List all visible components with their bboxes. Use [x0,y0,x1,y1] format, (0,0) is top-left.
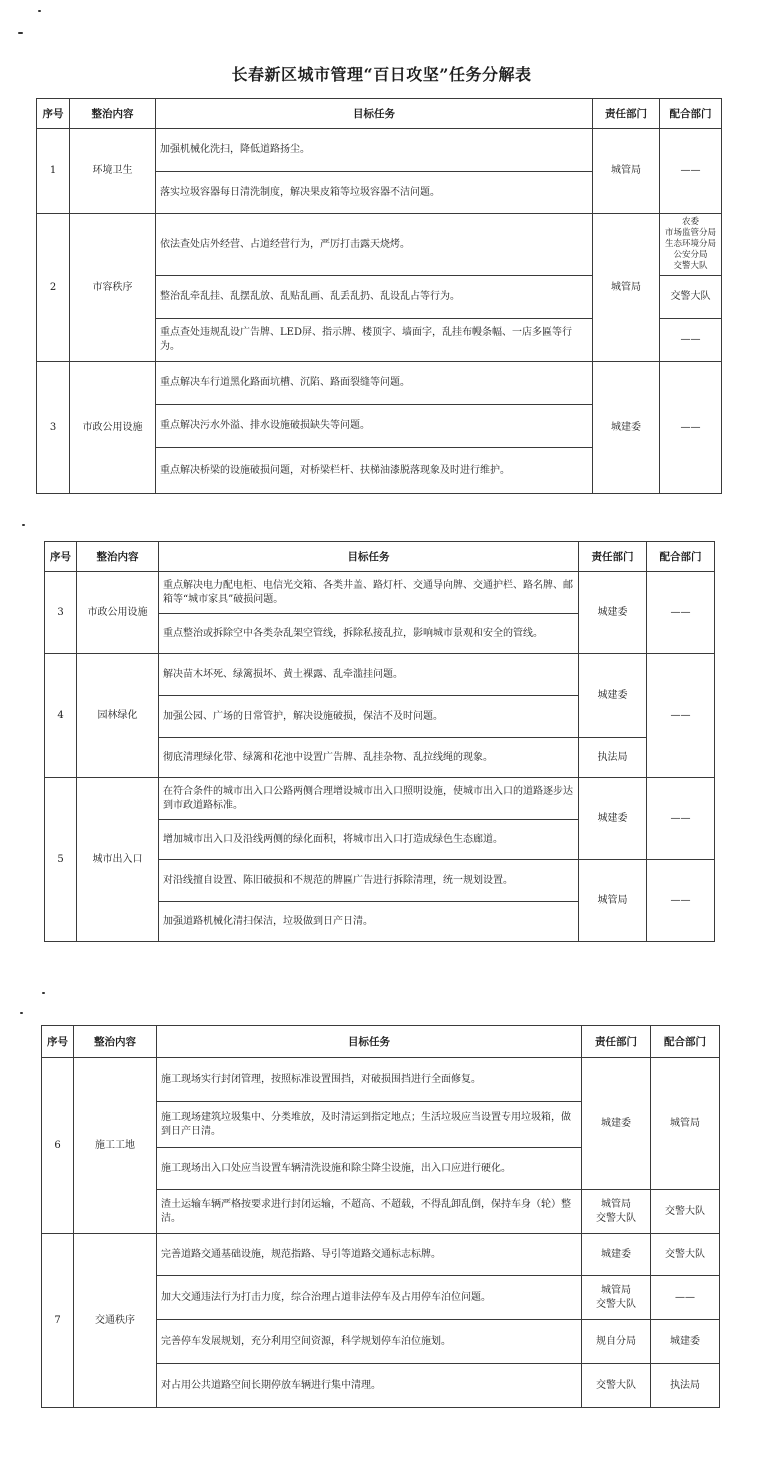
target-task: 彻底清理绿化带、绿篱和花池中设置广告牌、乱挂杂物、乱拉线绳的现象。 [159,738,579,778]
resp-line: 城管局 [601,1284,631,1296]
cooperating-department-list [660,214,722,276]
remediation-category: 市政公用设施 [77,572,159,654]
target-task: 重点整治或拆除空中各类杂乱架空管线，拆除私接乱拉，影响城市景观和安全的管线。 [159,614,579,654]
responsible-department: 城建委 [582,1234,651,1276]
row-number: 1 [37,129,70,214]
responsible-department: 城管局 [579,860,647,942]
responsible-department: 城建委 [579,572,647,654]
cooperating-department: 交警大队 [660,276,722,319]
row-number: 7 [42,1234,74,1408]
target-task: 完善停车发展规划，充分利用空间资源，科学规划停车泊位施划。 [157,1320,582,1364]
coop-line: 公安分局 [673,250,708,260]
cooperating-department: —— [660,362,722,494]
task-table-2 [44,541,715,942]
cooperating-department: 城管局 [651,1058,720,1190]
responsible-department: 城管局 [593,129,660,214]
cooperating-department: —— [660,129,722,214]
target-task: 依法查处店外经营、占道经营行为，严厉打击露天烧烤。 [156,214,593,276]
cooperating-department: —— [647,654,715,778]
target-task: 完善道路交通基础设施，规范指路、导引等道路交通标志标牌。 [157,1234,582,1276]
resp-line: 交警大队 [596,1298,636,1310]
target-task: 加强道路机械化清扫保洁，垃圾做到日产日清。 [159,902,579,942]
document-title: 长春新区城市管理“百日攻坚”任务分解表 [231,65,532,84]
header-resp: 责任部门 [593,99,660,129]
responsible-department: 执法局 [579,738,647,778]
target-task: 加强机械化洗扫，降低道路扬尘。 [156,129,593,172]
header-coop: 配合部门 [651,1026,720,1058]
target-task: 对占用公共道路空间长期停放车辆进行集中清理。 [157,1364,582,1408]
coop-line: 市场监管分局 [664,228,716,238]
cooperating-department: —— [647,572,715,654]
coop-line: 生态环境分局 [664,239,716,249]
scan-speck [18,32,23,34]
responsible-department: 城建委 [582,1058,651,1190]
target-task: 加强公园、广场的日常管护，解决设施破损，保洁不及时问题。 [159,696,579,738]
header-coop: 配合部门 [647,542,715,572]
header-resp: 责任部门 [582,1026,651,1058]
task-table-1 [36,98,722,494]
target-task: 施工现场出入口处应当设置车辆清洗设施和除尘降尘设施，出入口应进行硬化。 [157,1148,582,1190]
row-number: 6 [42,1058,74,1234]
target-task: 加大交通违法行为打击力度，综合治理占道非法停车及占用停车泊位问题。 [157,1276,582,1320]
header-task: 目标任务 [156,99,593,129]
task-table-3 [41,1025,720,1408]
target-task: 重点解决污水外溢、排水设施破损缺失等问题。 [156,405,593,448]
target-task: 重点解决车行道黑化路面坑槽、沉陷、路面裂缝等问题。 [156,362,593,405]
cooperating-department: —— [660,319,722,362]
responsible-department: 交警大队 [582,1364,651,1408]
header-no: 序号 [42,1026,74,1058]
resp-line: 城管局 [601,1198,631,1210]
target-task: 渣土运输车辆严格按要求进行封闭运输，不超高、不超载，不得乱卸乱倒，保持车身（轮）整洁。 [157,1190,582,1234]
target-task: 重点解决电力配电柜、电信光交箱、各类井盖、路灯杆、交通导向牌、交通护栏、路名牌、邮箱等“城市家具”破损问题。 [159,572,579,614]
responsible-department: 城建委 [593,362,660,494]
resp-line: 交警大队 [596,1212,636,1224]
responsible-department: 城建委 [579,654,647,738]
row-number: 2 [37,214,70,362]
header-task: 目标任务 [159,542,579,572]
cooperating-department: 交警大队 [651,1190,720,1234]
coop-line: 交警大队 [673,261,708,271]
responsible-department: 城管局 [593,214,660,362]
header-content: 整治内容 [77,542,159,572]
header-no: 序号 [37,99,70,129]
target-task: 重点解决桥梁的设施破损问题，对桥梁栏杆、扶梯油漆脱落现象及时进行维护。 [156,448,593,494]
header-content: 整治内容 [74,1026,157,1058]
remediation-category: 市政公用设施 [70,362,156,494]
remediation-category: 城市出入口 [77,778,159,942]
responsible-department-list [582,1276,651,1320]
scan-speck [42,992,45,994]
scan-speck [38,10,41,12]
target-task: 整治乱牵乱挂、乱摆乱放、乱贴乱画、乱丢乱扔、乱设乱占等行为。 [156,276,593,319]
header-coop: 配合部门 [660,99,722,129]
target-task: 增加城市出入口及沿线两侧的绿化面积，将城市出入口打造成绿色生态廊道。 [159,820,579,860]
cooperating-department: —— [647,860,715,942]
target-task: 重点查处违规乱设广告牌、LED屏、指示牌、楼顶字、墙面字，乱挂布幔条幅、一店多匾等行为。 [156,319,593,362]
target-task: 在符合条件的城市出入口公路两侧合理增设城市出入口照明设施，使城市出入口的道路逐步达到市政道路标准。 [159,778,579,820]
responsible-department: 规自分局 [582,1320,651,1364]
row-number: 3 [45,572,77,654]
header-resp: 责任部门 [579,542,647,572]
row-number: 4 [45,654,77,778]
header-no: 序号 [45,542,77,572]
remediation-category: 环境卫生 [70,129,156,214]
cooperating-department: 城建委 [651,1320,720,1364]
target-task: 对沿线擅自设置、陈旧破损和不规范的牌匾广告进行拆除清理，统一规划设置。 [159,860,579,902]
header-content: 整治内容 [70,99,156,129]
row-number: 3 [37,362,70,494]
target-task: 施工现场建筑垃圾集中、分类堆放，及时清运到指定地点；生活垃圾应当设置专用垃圾箱，做到日产日清。 [157,1102,582,1148]
coop-line: 农委 [681,217,699,227]
target-task: 解决苗木坏死、绿篱损坏、黄土裸露、乱牵滥挂问题。 [159,654,579,696]
header-task: 目标任务 [157,1026,582,1058]
target-task: 施工现场实行封闭管理，按照标准设置围挡，对破损围挡进行全面修复。 [157,1058,582,1102]
scan-speck [22,524,25,526]
cooperating-department: —— [647,778,715,860]
row-number: 5 [45,778,77,942]
cooperating-department: 交警大队 [651,1234,720,1276]
target-task: 落实垃圾容器每日清洗制度，解决果皮箱等垃圾容器不洁问题。 [156,172,593,214]
remediation-category: 园林绿化 [77,654,159,778]
cooperating-department: 执法局 [651,1364,720,1408]
cooperating-department: —— [651,1276,720,1320]
scan-speck [20,1012,23,1014]
remediation-category: 交通秩序 [74,1234,157,1408]
remediation-category: 施工工地 [74,1058,157,1234]
responsible-department-list [582,1190,651,1234]
remediation-category: 市容秩序 [70,214,156,362]
responsible-department: 城建委 [579,778,647,860]
